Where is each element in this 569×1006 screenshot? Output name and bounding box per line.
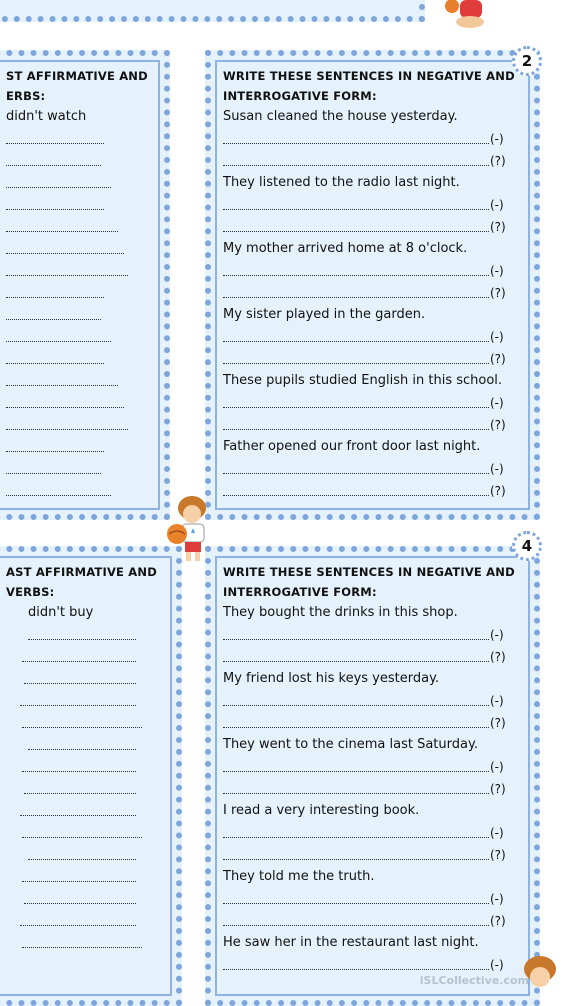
sentence-prompt: My sister played in the garden. [223, 307, 426, 322]
answer-line-interrogative[interactable] [223, 150, 523, 172]
interrogative-marker: (?) [490, 220, 506, 234]
dotted-blank [22, 947, 142, 948]
answer-line[interactable] [6, 436, 166, 458]
sentence-prompt: He saw her in the restaurant last night. [223, 935, 479, 950]
panel4-title-line1: WRITE THESE SENTENCES IN NEGATIVE AND [223, 565, 515, 579]
answer-line[interactable] [6, 910, 176, 932]
panel2-title-line2: INTERROGATIVE FORM: [223, 89, 377, 103]
answer-line-negative[interactable] [223, 822, 523, 844]
dotted-blank [6, 385, 118, 386]
dotted-blank [24, 683, 136, 684]
answer-line-negative[interactable] [223, 392, 523, 414]
dotted-blank [20, 815, 136, 816]
sentence-prompt: I read a very interesting book. [223, 803, 420, 818]
dotted-blank [223, 859, 489, 860]
dotted-blank [28, 639, 136, 640]
dotted-blank [223, 143, 489, 144]
negative-marker: (-) [490, 694, 504, 708]
negative-marker: (-) [490, 330, 504, 344]
dotted-blank [6, 253, 124, 254]
answer-line[interactable] [6, 194, 166, 216]
answer-line-negative[interactable] [223, 888, 523, 910]
answer-line-negative[interactable] [223, 194, 523, 216]
answer-line[interactable] [6, 458, 166, 480]
dotted-blank [6, 165, 101, 166]
negative-marker: (-) [490, 628, 504, 642]
answer-line-interrogative[interactable] [223, 778, 523, 800]
answer-line[interactable] [6, 282, 166, 304]
answer-line-interrogative[interactable] [223, 216, 523, 238]
answer-line-interrogative[interactable] [223, 712, 523, 734]
watermark: iSLCollective.com [419, 974, 529, 987]
dotted-blank [22, 881, 136, 882]
dotted-blank [6, 143, 104, 144]
dotted-blank [6, 319, 101, 320]
answer-line-negative[interactable] [223, 458, 523, 480]
answer-line[interactable] [6, 348, 166, 370]
dotted-blank [6, 473, 101, 474]
dotted-blank [22, 771, 136, 772]
interrogative-marker: (?) [490, 848, 506, 862]
interrogative-marker: (?) [490, 914, 506, 928]
answer-line[interactable] [6, 370, 166, 392]
answer-line[interactable] [6, 800, 176, 822]
answer-line-interrogative[interactable] [223, 414, 523, 436]
panel1-title-line1: ST AFFIRMATIVE AND [6, 69, 148, 83]
negative-marker: (-) [490, 396, 504, 410]
dotted-blank [6, 231, 118, 232]
dotted-blank [22, 661, 136, 662]
dotted-blank [6, 275, 128, 276]
answer-line-interrogative[interactable] [223, 348, 523, 370]
dotted-blank [6, 297, 104, 298]
negative-marker: (-) [490, 958, 504, 972]
top-panel-edge [0, 0, 425, 22]
exercise-panel-4 [205, 546, 540, 1006]
sentence-prompt: They bought the drinks in this shop. [223, 605, 458, 620]
answer-line[interactable] [6, 480, 166, 502]
dotted-blank [223, 363, 489, 364]
answer-line[interactable] [6, 414, 166, 436]
answer-line-negative[interactable] [223, 624, 523, 646]
answer-line[interactable] [6, 624, 176, 646]
boy-with-ball-illustration [440, 0, 490, 30]
interrogative-marker: (?) [490, 782, 506, 796]
sentence-prompt: My mother arrived home at 8 o'clock. [223, 241, 468, 256]
dotted-blank [223, 495, 489, 496]
answer-line[interactable] [6, 734, 176, 756]
exercise-number-badge-2: 2 [512, 46, 542, 76]
sentence-prompt: They went to the cinema last Saturday. [223, 737, 478, 752]
negative-marker: (-) [490, 892, 504, 906]
negative-marker: (-) [490, 198, 504, 212]
exercise-panel-3 [0, 546, 182, 1006]
sentence-prompt: They listened to the radio last night. [223, 175, 460, 190]
answer-line[interactable] [6, 216, 166, 238]
dotted-blank [223, 429, 489, 430]
dotted-blank [6, 451, 104, 452]
dotted-blank [6, 363, 104, 364]
negative-marker: (-) [490, 760, 504, 774]
panel3-example: didn't buy [28, 605, 94, 620]
answer-line[interactable] [6, 866, 176, 888]
answer-line[interactable] [6, 822, 176, 844]
dotted-blank [223, 275, 489, 276]
panel2-title-line1: WRITE THESE SENTENCES IN NEGATIVE AND [223, 69, 515, 83]
answer-line-negative[interactable] [223, 954, 523, 976]
panel4-title-line2: INTERROGATIVE FORM: [223, 585, 377, 599]
sentence-prompt: Father opened our front door last night. [223, 439, 481, 454]
answer-line[interactable] [6, 668, 176, 690]
answer-line[interactable] [6, 778, 176, 800]
answer-line[interactable] [6, 844, 176, 866]
answer-line-interrogative[interactable] [223, 910, 523, 932]
answer-line[interactable] [6, 392, 166, 414]
dotted-blank [223, 341, 489, 342]
interrogative-marker: (?) [490, 716, 506, 730]
dotted-blank [223, 297, 489, 298]
dotted-blank [6, 187, 111, 188]
dotted-blank [6, 495, 111, 496]
dotted-blank [6, 341, 111, 342]
answer-line[interactable] [6, 646, 176, 668]
dotted-blank [223, 165, 489, 166]
negative-marker: (-) [490, 264, 504, 278]
dotted-blank [223, 969, 489, 970]
interrogative-marker: (?) [490, 650, 506, 664]
dotted-blank [6, 209, 104, 210]
dotted-blank [223, 661, 489, 662]
answer-line[interactable] [6, 128, 166, 150]
exercise-panel-1 [0, 50, 170, 520]
dotted-blank [6, 429, 128, 430]
dotted-blank [223, 771, 489, 772]
answer-line[interactable] [6, 238, 166, 260]
interrogative-marker: (?) [490, 352, 506, 366]
answer-line[interactable] [6, 150, 166, 172]
sentence-prompt: They told me the truth. [223, 869, 375, 884]
negative-marker: (-) [490, 132, 504, 146]
dotted-blank [223, 727, 489, 728]
answer-line-interrogative[interactable] [223, 844, 523, 866]
dotted-blank [223, 793, 489, 794]
answer-line[interactable] [6, 326, 166, 348]
interrogative-marker: (?) [490, 286, 506, 300]
dotted-blank [223, 407, 489, 408]
dotted-blank [6, 407, 124, 408]
exercise-panel-2 [205, 50, 540, 520]
dotted-blank [223, 903, 489, 904]
answer-line-interrogative[interactable] [223, 646, 523, 668]
answer-line-interrogative[interactable] [223, 480, 523, 502]
interrogative-marker: (?) [490, 418, 506, 432]
answer-line-negative[interactable] [223, 690, 523, 712]
dotted-blank [24, 793, 136, 794]
dotted-blank [20, 705, 136, 706]
panel1-title-line2: ERBS: [6, 89, 46, 103]
negative-marker: (-) [490, 826, 504, 840]
answer-line[interactable] [6, 690, 176, 712]
answer-line-negative[interactable] [223, 756, 523, 778]
dotted-blank [28, 859, 136, 860]
answer-line[interactable] [6, 756, 176, 778]
answer-line[interactable] [6, 260, 166, 282]
dotted-blank [223, 705, 489, 706]
dotted-blank [223, 925, 489, 926]
answer-line[interactable] [6, 712, 176, 734]
answer-line[interactable] [6, 932, 176, 954]
dotted-blank [22, 727, 142, 728]
dotted-blank [223, 639, 489, 640]
panel1-example: didn't watch [6, 109, 87, 124]
dotted-blank [24, 903, 136, 904]
dotted-blank [28, 749, 136, 750]
answer-line[interactable] [6, 888, 176, 910]
dotted-blank [20, 925, 136, 926]
sentence-prompt: My friend lost his keys yesterday. [223, 671, 440, 686]
interrogative-marker: (?) [490, 154, 506, 168]
answer-line[interactable] [6, 304, 166, 326]
dotted-blank [223, 209, 489, 210]
exercise-number-badge-4: 4 [512, 531, 542, 561]
answer-line[interactable] [6, 172, 166, 194]
dotted-blank [22, 837, 142, 838]
negative-marker: (-) [490, 462, 504, 476]
answer-line-negative[interactable] [223, 326, 523, 348]
interrogative-marker: (?) [490, 484, 506, 498]
answer-line-negative[interactable] [223, 128, 523, 150]
panel3-title-line2: VERBS: [6, 585, 55, 599]
answer-line-interrogative[interactable] [223, 282, 523, 304]
dotted-blank [223, 837, 489, 838]
panel3-title-line1: AST AFFIRMATIVE AND [6, 565, 157, 579]
answer-line-negative[interactable] [223, 260, 523, 282]
dotted-blank [223, 473, 489, 474]
dotted-blank [223, 231, 489, 232]
sentence-prompt: These pupils studied English in this school. [223, 373, 503, 388]
sentence-prompt: Susan cleaned the house yesterday. [223, 109, 458, 124]
